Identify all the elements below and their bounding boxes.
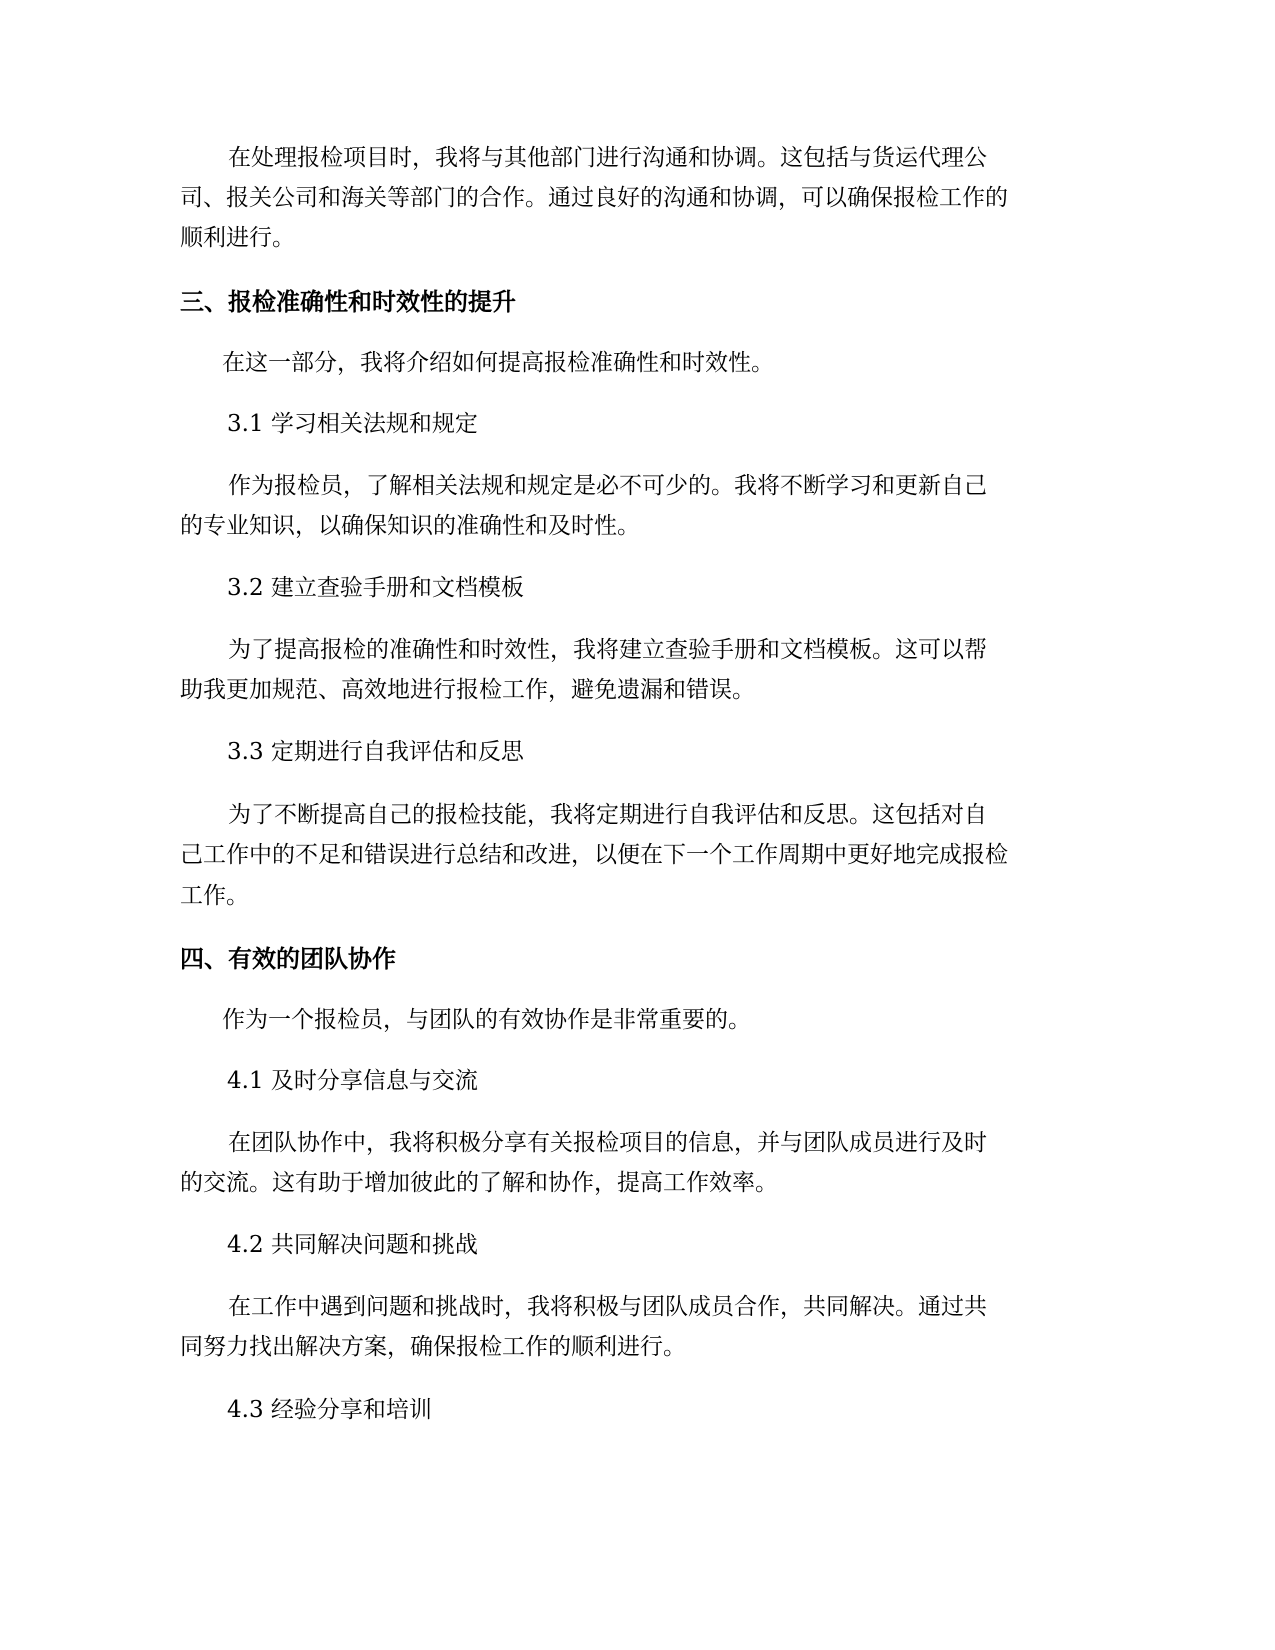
paragraph-line: 己工作中的不足和错误进行总结和改进，以便在下一个工作周期中更好地完成报检 [180, 842, 1008, 868]
subsection-title: 4.1 及时分享信息与交流 [227, 1068, 478, 1094]
paragraph-line: 作为报检员，了解相关法规和规定是必不可少的。我将不断学习和更新自己 [228, 473, 987, 499]
section-heading-3: 三、报检准确性和时效性的提升 [180, 288, 516, 316]
section-heading-4: 四、有效的团队协作 [180, 945, 396, 973]
paragraph-line: 在工作中遇到问题和挑战时，我将积极与团队成员合作，共同解决。通过共 [228, 1294, 987, 1320]
paragraph-line: 为了提高报检的准确性和时效性，我将建立查验手册和文档模板。这可以帮 [228, 637, 987, 663]
subsection-title: 3.1 学习相关法规和规定 [227, 411, 478, 437]
paragraph-line: 的交流。这有助于增加彼此的了解和协作，提高工作效率。 [180, 1170, 778, 1196]
paragraph-line: 在团队协作中，我将积极分享有关报检项目的信息，并与团队成员进行及时 [228, 1130, 987, 1156]
subsection-title: 4.2 共同解决问题和挑战 [227, 1232, 478, 1258]
paragraph-line: 顺利进行。 [180, 225, 295, 251]
paragraph-line: 工作。 [180, 883, 249, 909]
paragraph-line: 的专业知识，以确保知识的准确性和及时性。 [180, 513, 640, 539]
section-intro: 作为一个报检员，与团队的有效协作是非常重要的。 [222, 1007, 751, 1033]
paragraph-line: 同努力找出解决方案，确保报检工作的顺利进行。 [180, 1334, 686, 1360]
paragraph-line: 司、报关公司和海关等部门的合作。通过良好的沟通和协调，可以确保报检工作的 [180, 185, 1008, 211]
paragraph-line: 助我更加规范、高效地进行报检工作，避免遗漏和错误。 [180, 677, 755, 703]
paragraph-line: 在处理报检项目时，我将与其他部门进行沟通和协调。这包括与货运代理公 [228, 145, 987, 171]
paragraph-line: 为了不断提高自己的报检技能，我将定期进行自我评估和反思。这包括对自 [228, 802, 987, 828]
subsection-title: 4.3 经验分享和培训 [227, 1397, 432, 1423]
section-intro: 在这一部分，我将介绍如何提高报检准确性和时效性。 [222, 350, 774, 376]
subsection-title: 3.3 定期进行自我评估和反思 [227, 739, 524, 765]
subsection-title: 3.2 建立查验手册和文档模板 [227, 575, 524, 601]
